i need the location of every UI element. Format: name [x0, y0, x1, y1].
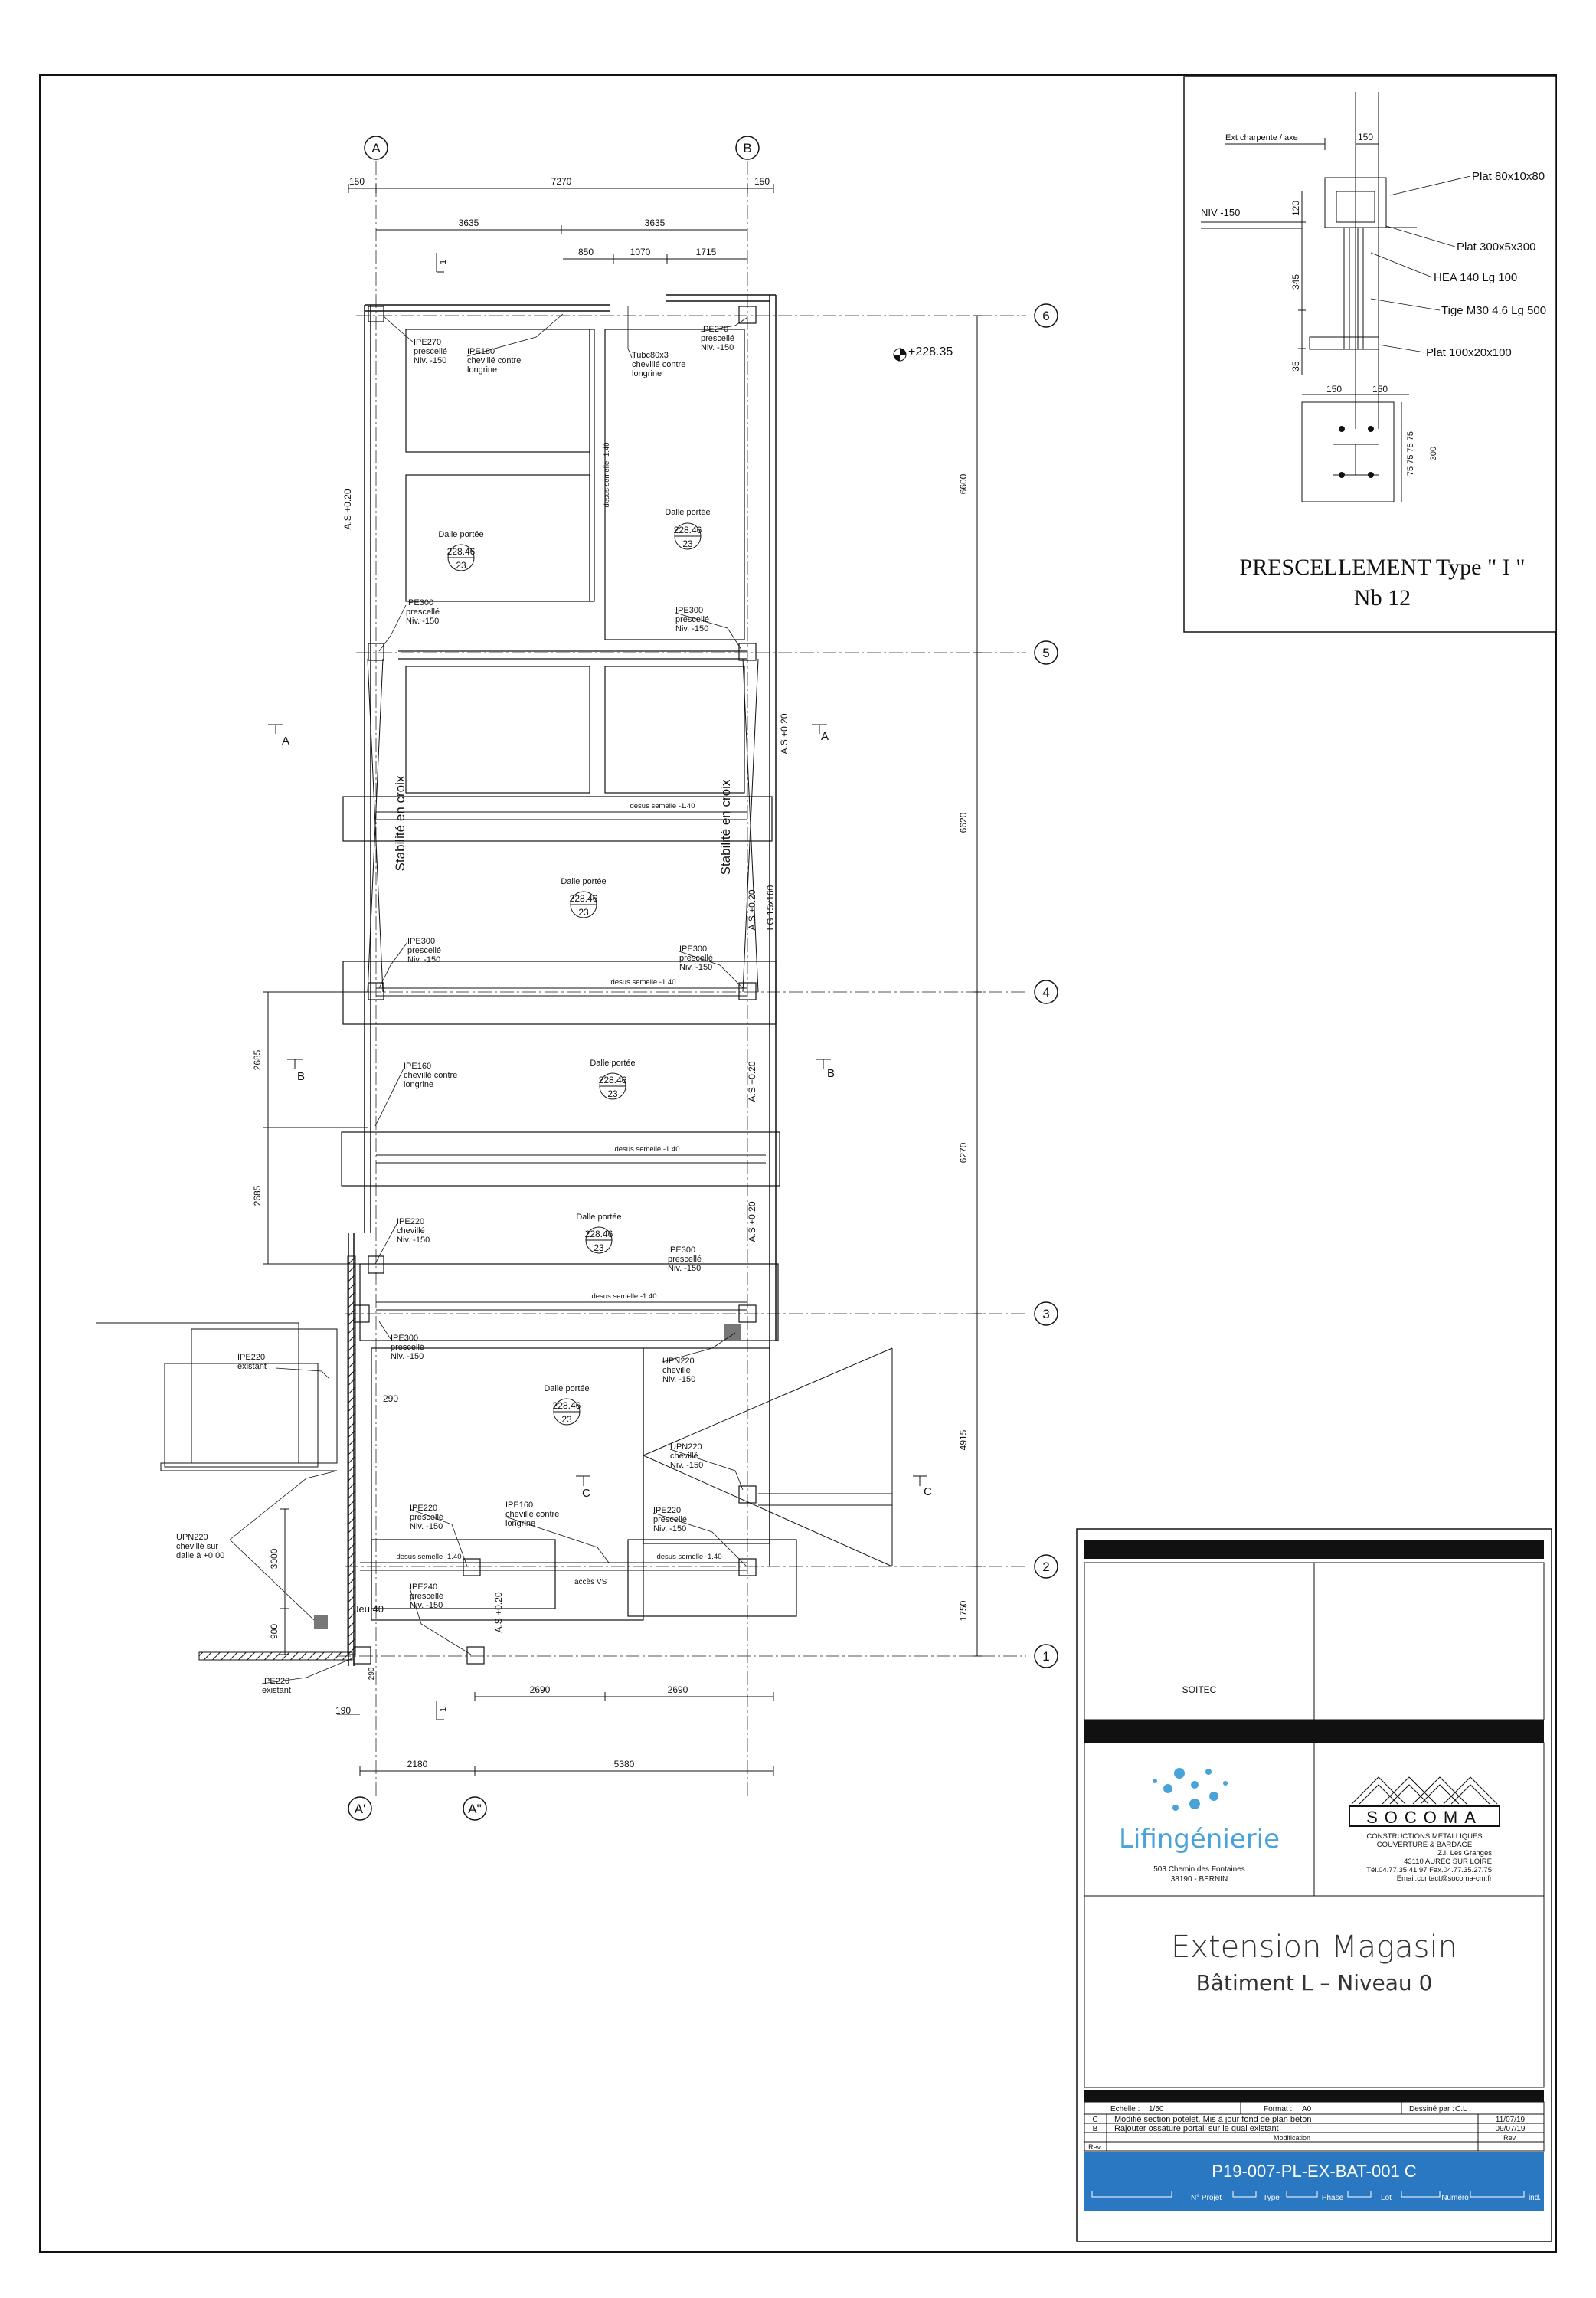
label-desus-6: desus semelle -1.40	[656, 1553, 722, 1561]
svg-text:228.46: 228.46	[552, 1400, 581, 1411]
dim-right-4915: 4915	[958, 1429, 969, 1451]
tb-code-lot: Lot	[1381, 2194, 1392, 2202]
dim-left-2685-a: 2685	[252, 1049, 263, 1071]
label-semelle-vertical: desus semelle -1.40	[603, 442, 611, 508]
label-ipe300-5-right: IPE300 prescellé Niv. -150	[675, 606, 710, 633]
bottom-dimension-lines	[337, 1692, 773, 1776]
tb-echelle-label: Echelle :	[1110, 2105, 1140, 2113]
label-as020-5: A.S +0.20	[747, 1201, 757, 1242]
dim-bottom-2690-a: 2690	[529, 1684, 551, 1695]
svg-text:Dalle portée: Dalle portée	[576, 1213, 622, 1222]
svg-text:C: C	[924, 1485, 932, 1498]
svg-text:Dalle portée: Dalle portée	[438, 530, 484, 539]
tb-dessine-label: Dessiné par :	[1409, 2105, 1454, 2113]
label-ipe300-3-left: IPE300 prescellé Niv. -150	[391, 1334, 425, 1361]
detail-pw1: 150	[1326, 384, 1343, 394]
tb-engineer-addr1: 503 Chemin des Fontaines	[1153, 1865, 1245, 1874]
dim-bottom-2690-b: 2690	[667, 1684, 688, 1695]
label-ipe220-2-right: IPE220 prescellé Niv. -150	[653, 1506, 688, 1534]
dalle-marker-3	[561, 877, 606, 918]
detail-title: PRESCELLEMENT Type " I "	[1239, 555, 1526, 580]
detail-dim-345: 345	[1290, 273, 1301, 290]
tb-code-ind: ind.	[1528, 2194, 1542, 2202]
svg-text:23: 23	[682, 538, 693, 549]
section-marker-c-right	[913, 1476, 932, 1498]
detail-count: Nb 12	[1353, 585, 1411, 611]
svg-text:228.46: 228.46	[584, 1229, 613, 1239]
label-ipe300-3-right: IPE300 prescellé Niv. -150	[668, 1246, 702, 1273]
dim-left-2685-b: 2685	[252, 1185, 263, 1206]
tb-rev-label: Rev.	[1088, 2143, 1102, 2151]
tb-modification-label: Modification	[1273, 2134, 1311, 2142]
svg-text:23: 23	[607, 1088, 618, 1099]
dalle-marker-6	[544, 1384, 589, 1425]
svg-text:1: 1	[439, 259, 448, 264]
dim-top-3635-right: 3635	[644, 218, 666, 228]
dim-top-1715: 1715	[695, 247, 717, 257]
svg-text:A: A	[282, 735, 290, 748]
label-desus-2: desus semelle -1.40	[610, 978, 676, 987]
label-ipe300-5-left: IPE300 prescellé Niv. -150	[406, 598, 440, 626]
svg-text:23: 23	[456, 560, 466, 571]
tb-echelle: 1/50	[1149, 2105, 1164, 2113]
tb-format-label: Format :	[1264, 2105, 1293, 2113]
dim-left-900: 900	[269, 1623, 280, 1640]
tb-rev-c-date: 11/07/19	[1495, 2116, 1526, 2124]
tb-rev-c-text: Modifié section potelet. Mis à jour fond de plan béton	[1114, 2115, 1312, 2124]
svg-text:228.46: 228.46	[598, 1075, 627, 1085]
detail-pw2: 150	[1372, 384, 1388, 394]
label-ipe220-2-left: IPE220 prescellé Niv. -150	[410, 1504, 444, 1531]
detail-dim-35: 35	[1290, 361, 1301, 372]
label-ipe300-4-right: IPE300 prescellé Niv. -150	[679, 944, 714, 972]
label-stabilite-left: Stabilité en croix	[393, 775, 407, 872]
dim-right-6620: 6620	[958, 812, 969, 833]
semelle-centerlines	[360, 812, 766, 1570]
dim-top-850: 850	[577, 247, 594, 257]
label-ipe270-left: IPE270 prescellé Niv. -150	[414, 338, 448, 365]
dim-top-3635-left: 3635	[458, 218, 479, 228]
dim-right-6600: 6600	[958, 473, 969, 495]
dalle-marker-2	[665, 508, 710, 549]
grid-bubble-1	[1035, 1645, 1058, 1668]
svg-text:A: A	[821, 730, 829, 743]
elevation-marker-icon	[894, 349, 906, 361]
grid-bubble-A	[365, 136, 388, 159]
right-dimension-line	[973, 316, 982, 1656]
grid-bubble-4	[1035, 980, 1058, 1003]
detail-plat100: Plat 100x20x100	[1426, 346, 1512, 359]
filled-block-1	[724, 1324, 741, 1340]
section-marker-c-left	[576, 1476, 590, 1500]
tb-company-l2: COUVERTURE & BARDAGE	[1376, 1841, 1473, 1849]
label-ipe220-existant: IPE220 existant	[237, 1353, 267, 1371]
svg-text:228.46: 228.46	[446, 546, 476, 557]
label-desus-4: desus semelle -1.40	[591, 1292, 657, 1301]
hatched-slab-bottom	[199, 1652, 352, 1660]
tb-company-l3: Z.I. Les Granges	[1437, 1849, 1492, 1858]
svg-text:2: 2	[1042, 1560, 1050, 1574]
tb-code-np: N° Projet	[1190, 2194, 1222, 2202]
svg-text:A': A'	[354, 1802, 366, 1816]
svg-text:23: 23	[561, 1414, 572, 1425]
tb-company-l4: 43110 AUREC SUR LOIRE	[1404, 1858, 1492, 1866]
grid-bubble-2	[1035, 1555, 1058, 1578]
detail-dim-150: 150	[1357, 132, 1374, 142]
grid-bubble-5	[1035, 641, 1058, 664]
detail-plat300: Plat 300x5x300	[1457, 241, 1536, 254]
svg-text:5: 5	[1042, 646, 1050, 660]
label-upn220-dalle: UPN220 chevillé sur dalle à +0.00	[176, 1533, 225, 1560]
label-upn220-mid: UPN220 chevillé Niv. -150	[670, 1442, 704, 1470]
detail-plat80: Plat 80x10x80	[1472, 170, 1545, 183]
tb-drawing-number: P19-007-PL-EX-BAT-001 C	[1212, 2162, 1417, 2181]
label-ipe270-right: IPE270 prescellé Niv. -150	[701, 325, 735, 352]
tb-format: A0	[1302, 2105, 1312, 2113]
tb-rev-b-text: Rajouter ossature portail sur le quai existant	[1114, 2124, 1279, 2133]
svg-text:23: 23	[594, 1242, 604, 1253]
tb-code-phase: Phase	[1321, 2194, 1344, 2202]
label-ipe160-c: IPE160 chevillé contre longrine	[505, 1501, 560, 1528]
title-block	[1077, 1529, 1552, 2241]
tb-company-l6: Email:contact@socoma-cm.fr	[1396, 1874, 1492, 1883]
longrines	[342, 329, 796, 1620]
section-marker-a-right	[812, 725, 829, 743]
svg-text:B: B	[743, 141, 752, 155]
detail-niv: NIV -150	[1201, 207, 1241, 218]
tb-company-name: SOCOMA	[1366, 1808, 1483, 1827]
label-acces-vs: accès VS	[574, 1578, 607, 1586]
section-marker-1-top	[437, 253, 448, 272]
existing-building	[96, 1323, 337, 1471]
tb-rev-c: C	[1092, 2116, 1098, 2124]
label-ipe160-b: IPE160 chevillé contre longrine	[404, 1062, 458, 1089]
dalle-marker-1	[438, 530, 483, 571]
svg-text:Dalle portée: Dalle portée	[590, 1059, 636, 1068]
tb-rev-b-date: 09/07/19	[1495, 2125, 1526, 2133]
label-elevation: +228.35	[908, 345, 953, 358]
grid-bubble-B	[736, 136, 759, 159]
dim-right-6270: 6270	[958, 1142, 969, 1164]
dim-290-vertical: 290	[368, 1667, 376, 1681]
svg-text:23: 23	[578, 907, 589, 918]
svg-text:Dalle portée: Dalle portée	[544, 1384, 590, 1393]
grid-bubble-A-prime	[348, 1797, 371, 1820]
label-stabilite-right: Stabilité en croix	[718, 779, 733, 876]
svg-text:B: B	[297, 1070, 306, 1083]
label-ipe180: IPE180 chevillé contre longrine	[467, 347, 522, 375]
tb-company-l1: CONSTRUCTIONS METALLIQUES	[1366, 1832, 1483, 1841]
label-lg: LG 15x160	[765, 885, 776, 931]
label-as020-6: A.S +0.20	[493, 1592, 504, 1633]
label-desus-3: desus semelle -1.40	[614, 1145, 680, 1154]
detail-tige: Tige M30 4.6 Lg 500	[1441, 304, 1547, 317]
label-upn220-3: UPN220 chevillé Niv. -150	[662, 1357, 696, 1384]
svg-text:228.46: 228.46	[673, 525, 702, 535]
grid-bubble-6	[1035, 304, 1058, 327]
label-tubc: Tubc80x3 chevillé contre longrine	[632, 351, 686, 378]
tb-rev-b: B	[1092, 2125, 1098, 2133]
section-marker-b-right	[816, 1059, 835, 1080]
dim-bottom-2180: 2180	[407, 1759, 428, 1769]
dim-top-150-left: 150	[348, 176, 365, 187]
label-as020-3: A.S +0.20	[747, 889, 757, 931]
detail-ext-label: Ext charpente / axe	[1225, 133, 1298, 142]
grid-bubble-3	[1035, 1302, 1058, 1325]
label-desus-1: desus semelle -1.40	[630, 802, 695, 810]
dim-top-7270: 7270	[551, 176, 572, 187]
svg-text:6: 6	[1042, 309, 1050, 323]
svg-text:A: A	[371, 141, 381, 155]
tb-dessine: C.L	[1455, 2105, 1467, 2113]
svg-text:3: 3	[1042, 1307, 1050, 1321]
label-as020-4: A.S +0.20	[747, 1061, 757, 1102]
dim-right-1750: 1750	[958, 1600, 969, 1622]
tb-engineer-addr2: 38190 - BERNIN	[1170, 1875, 1228, 1884]
svg-text:1: 1	[439, 1707, 448, 1712]
tb-company-l5: Tél.04.77.35.41.97 Fax.04.77.35.27.75	[1366, 1866, 1492, 1874]
tb-project-title: Extension Magasin	[1171, 1930, 1457, 1965]
building-outline	[348, 295, 776, 1666]
svg-text:4: 4	[1042, 985, 1050, 1000]
tb-engineer-name: Lifingénierie	[1118, 1824, 1280, 1854]
label-ipe220-3: IPE220 chevillé Niv. -150	[397, 1217, 430, 1245]
section-marker-1-bottom	[437, 1701, 448, 1720]
svg-text:1: 1	[1042, 1649, 1050, 1664]
label-as020-2: A.S +0.20	[779, 713, 790, 755]
section-marker-a-left	[268, 725, 289, 748]
svg-text:Dalle portée: Dalle portée	[665, 508, 711, 517]
svg-text:A'': A''	[468, 1802, 482, 1816]
detail-hea: HEA 140 Lg 100	[1434, 271, 1518, 284]
dalle-marker-4	[590, 1059, 635, 1099]
detail-pv: 75 75 75 75	[1406, 430, 1415, 476]
label-ipe300-4-left: IPE300 prescellé Niv. -150	[407, 937, 442, 964]
detail-p300: 300	[1429, 446, 1438, 461]
svg-text:228.46: 228.46	[569, 893, 598, 904]
dim-left-3000: 3000	[269, 1548, 280, 1570]
dim-190: 190	[335, 1705, 352, 1716]
label-jeu40: Jeu 40	[354, 1603, 384, 1615]
dim-bottom-5380: 5380	[613, 1759, 635, 1769]
tb-code-numero: Numéro	[1441, 2194, 1469, 2202]
dalle-marker-5	[576, 1213, 621, 1253]
svg-text:C: C	[582, 1487, 590, 1500]
grid-lines	[337, 161, 1026, 1796]
tb-client: SOITEC	[1182, 1684, 1217, 1695]
tb-code-type: Type	[1263, 2194, 1280, 2202]
label-ipe240: IPE240 prescellé Niv. -150	[410, 1583, 444, 1610]
dim-290: 290	[382, 1393, 399, 1404]
detail-dim-120: 120	[1290, 200, 1301, 217]
label-ipe220-existant-2: IPE220 existant	[262, 1677, 291, 1695]
label-as020-1: A.S +0.20	[342, 489, 353, 530]
dim-top-1070: 1070	[630, 247, 651, 257]
tb-rev-label-2: Rev.	[1503, 2134, 1517, 2142]
svg-text:B: B	[827, 1067, 836, 1080]
svg-text:Dalle portée: Dalle portée	[561, 877, 607, 886]
dim-top-150-right: 150	[754, 176, 770, 187]
label-desus-5: desus semelle -1.40	[396, 1553, 462, 1561]
tb-project-subtitle: Bâtiment L – Niveau 0	[1195, 1970, 1433, 1995]
grid-bubble-A-double	[463, 1797, 486, 1820]
section-marker-b-left	[287, 1059, 305, 1083]
filled-block-2	[314, 1615, 328, 1629]
